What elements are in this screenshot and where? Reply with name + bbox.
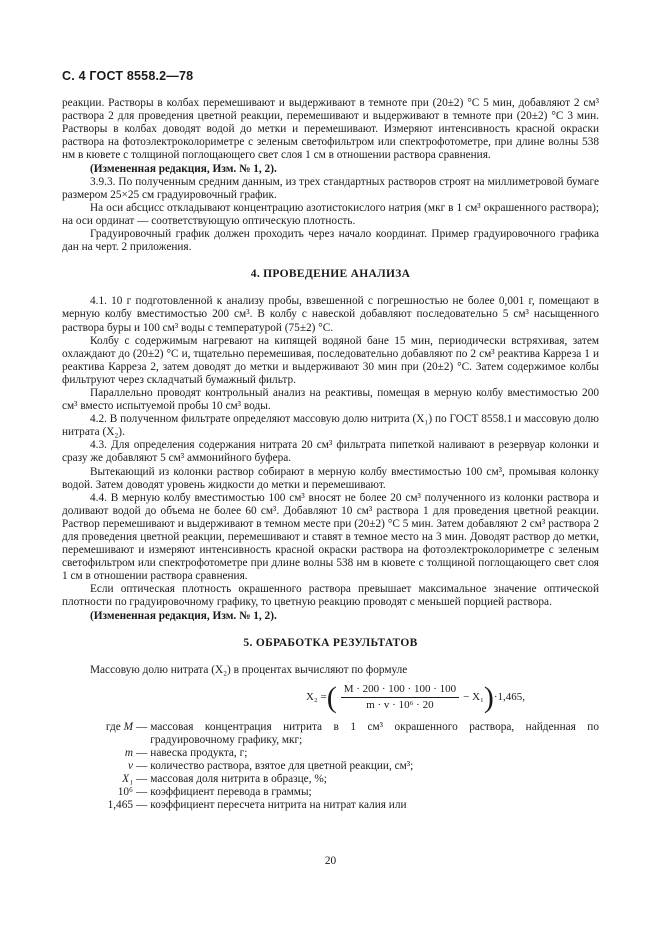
- formula-minus: − X₁: [463, 691, 484, 704]
- definition-dash: —: [136, 799, 148, 812]
- definition-item: [62, 773, 599, 786]
- paragraph: Если оптическая плотность окрашенного раствора превышает максимальное значение оптической плотности по градуировочному графику, то цветную реакцию проводят с меньшей порцией раствора.: [62, 583, 599, 609]
- definition-symbol: [62, 773, 133, 786]
- definition-dash: —: [136, 720, 148, 733]
- formula-paren-close: ): [483, 680, 494, 714]
- definition-symbol: [62, 747, 133, 760]
- symbol-text: M: [123, 720, 133, 733]
- paragraph: Массовую долю нитрата (X₂) в процентах вычисляют по формуле: [90, 663, 408, 676]
- section-heading: 4. ПРОВЕДЕНИЕ АНАЛИЗА: [250, 268, 411, 281]
- paragraph: Колбу с содержимым нагревают на кипящей водяной бане 15 мин, периодически встряхивая, затем охлаждают до (20±2) °С и, тщательно перемешивая, последовательно добавляют по 2 см³ реактива Карреза 1 и реактива Карреза 2, затем доводят до метки и выдерживают 30 мин при (20±2) °С. Затем содержимое колбы фильтруют через складчатый бумажный фильтр.: [62, 334, 599, 386]
- formula-factor: ·1,465,: [493, 691, 526, 704]
- paragraph: 3.9.3. По полученным средним данным, из трех стандартных растворов строят на миллиметровой бумаге размером 25×25 см градуировочный график.: [62, 175, 599, 201]
- revision-note: (Измененная редакция, Изм. № 1, 2).: [90, 162, 277, 175]
- definition-dash: —: [136, 760, 148, 773]
- formula-paren-open: (: [326, 680, 337, 714]
- formula-lhs: X₂ =: [305, 691, 327, 704]
- definition-text: навеска продукта, г;: [150, 747, 248, 760]
- formula: [232, 680, 599, 714]
- paragraph: Градуировочный график должен проходить через начало координат. Пример градуировочного графика дан на черт. 2 приложения.: [62, 228, 599, 254]
- definition-dash: —: [136, 747, 148, 760]
- definition-symbol: 1,465: [107, 799, 133, 812]
- page-number: 20: [324, 855, 337, 867]
- paragraph: 4.3. Для определения содержания нитрата 20 см³ фильтрата пипеткой наливают в резервуар колонки и сразу же добавляют 5 см³ аммонийного буфера.: [62, 439, 599, 465]
- definition-text: коэффициент пересчета нитрита на нитрат калия или: [150, 799, 407, 812]
- paragraph: На оси абсцисс откладывают концентрацию азотистокислого натрия (мкг в 1 см³ окрашенного раствора); на оси ординат — соответствующую оптическую плотность.: [62, 201, 599, 227]
- document-page: [62, 70, 599, 813]
- definition-text: массовая концентрация нитрита в 1 см³ окрашенного раствора, найденная по градуировочному графику, мкг;: [150, 720, 599, 746]
- paragraph: 4.4. В мерную колбу вместимостью 100 см³ вносят не более 20 см³ полученного из колонки раствора и доливают водой до объема не более 60 см³. Добавляют 10 см³ раствора 1 для проведения цветной реакции. Раствор перемешивают и выдерживают в темном месте при (20±2) °С 5 мин. Затем добавляют 2 см³ раствора 2 для проведения цветной реакции, перемешивают и ставят в темное место на 3 мин. Доводят раствор до метки, перемешивают и измеряют интенсивность красной окраски раствора на фотоэлектроколориметре с зеленым светофильтром или спектрофотометре при длине волны 538 нм в кювете с толщиной поглощающего свет слоя 1 см в отношении раствора сравнения.: [62, 491, 599, 583]
- definition-symbol: [62, 760, 133, 773]
- paragraph: Параллельно проводят контрольный анализ на реактивы, помещая в мерную колбу вместимостью 200 см³ вместо испытуемой пробы 10 см³ воды.: [62, 386, 599, 413]
- definition-dash: —: [136, 773, 148, 786]
- revision-note: (Измененная редакция, Изм. № 1, 2).: [90, 609, 277, 622]
- definition-item: [62, 799, 599, 812]
- definitions-list: [62, 721, 599, 813]
- formula-numerator: M · 200 · 100 · 100 · 100: [341, 683, 459, 698]
- definition-item: [62, 786, 599, 799]
- section-heading: 5. ОБРАБОТКА РЕЗУЛЬТАТОВ: [243, 636, 418, 649]
- page-header: С. 4 ГОСТ 8558.2—78: [62, 69, 194, 83]
- definition-item: [62, 747, 599, 760]
- formula-fraction: [341, 683, 459, 712]
- where-label: где: [105, 720, 121, 733]
- formula-denominator: m · v · 10⁶ · 20: [366, 699, 434, 712]
- definition-text: количество раствора, взятое для цветной реакции, см³;: [150, 760, 414, 773]
- definition-text: коэффициент перевода в граммы;: [150, 786, 312, 799]
- symbol-text: m: [124, 747, 133, 760]
- definition-dash: —: [136, 786, 148, 799]
- paragraph: реакции. Растворы в колбах перемешивают и выдерживают в темноте при (20±2) °С 5 мин, добавляют 2 см³ раствора 2 для проведения цветной реакции, перемешивают и выдерживают в темноте при (20±2) °С 3 мин. Растворы в колбах доводят водой до метки и перемешивают. Измеряют интенсивность красной окраски раствора на фотоэлектроколориметре с зеленым светофильтром или спектрофотометре, при длине волны 538 нм в кювете с толщиной поглощающего свет слоя 1 см в отношении раствора сравнения.: [62, 97, 599, 162]
- definition-symbol: [62, 721, 133, 747]
- definition-symbol: 10⁶: [117, 786, 133, 799]
- symbol-text: v: [127, 760, 133, 773]
- paragraph: 4.1. 10 г подготовленной к анализу пробы, взвешенной с погрешностью не более 0,001 г, помещают в мерную колбу вместимостью 200 см³. В колбу с навеской добавляют последовательно 5 см³ насыщенного раствора буры и 100 см³ воды с температурой (75±2) °С.: [62, 295, 599, 334]
- symbol-text: X₁: [122, 773, 133, 786]
- definition-item: [62, 760, 599, 773]
- paragraph: Вытекающий из колонки раствор собирают в мерную колбу вместимостью 100 см³, промывая колонку водой. Затем доводят уровень жидкости до метки и перемешивают.: [62, 465, 599, 491]
- paragraph: 4.2. В полученном фильтрате определяют массовую долю нитрита (X₁) по ГОСТ 8558.1 и массовую долю нитрата (X₂).: [62, 413, 599, 439]
- definition-text: массовая доля нитрита в образце, %;: [150, 773, 327, 786]
- definition-item: [62, 721, 599, 747]
